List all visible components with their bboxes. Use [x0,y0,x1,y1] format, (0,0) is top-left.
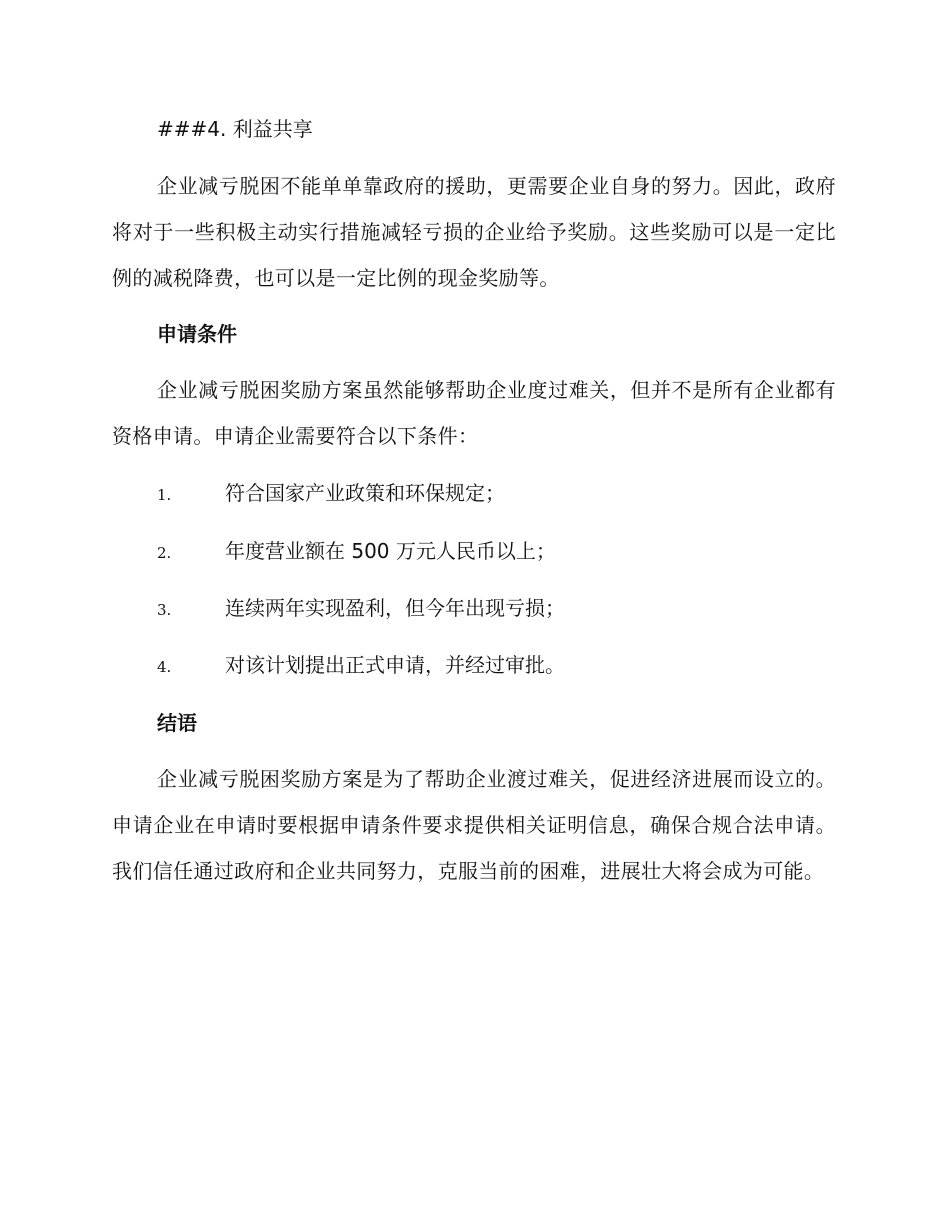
conclusion-paragraph: 企业减亏脱困奖励方案是为了帮助企业渡过难关，促进经济进展而设立的。申请企业在申请时要根据申请条件要求提供相关证明信息，确保合规合法申请。我们信任通过政府和企业共同努力，克服当前的困难，进展壮大将会成为可能。 [112,767,836,883]
conditions-heading: 申请条件 [157,322,237,346]
list-item-text: 年度营业额在 500 万元人民币以上； [225,539,556,563]
list-item-number: 2. [157,544,172,562]
list-item-text: 对该计划提出正式申请，并经过审批。 [225,653,565,677]
list-item-text: 连续两年实现盈利，但今年出现亏损； [225,596,565,620]
list-item-number: 3. [157,601,172,619]
benefit-sharing-paragraph: 企业减亏脱困不能单单靠政府的援助，更需要企业自身的努力。因此，政府将对于一些积极主动实行措施减轻亏损的企业给予奖励。这些奖励可以是一定比例的减税降费，也可以是一定比例的现金奖励等。 [112,174,836,290]
conditions-intro-paragraph: 企业减亏脱困奖励方案虽然能够帮助企业度过难关，但并不是所有企业都有资格申请。申请企业需要符合以下条件： [112,378,836,448]
section-heading-benefit-sharing: ###4. 利益共享 [157,117,313,141]
conclusion-heading: 结语 [157,711,197,735]
list-item-number: 4. [157,658,172,676]
list-item-number: 1. [157,486,172,504]
list-item-text: 符合国家产业政策和环保规定； [225,481,505,505]
